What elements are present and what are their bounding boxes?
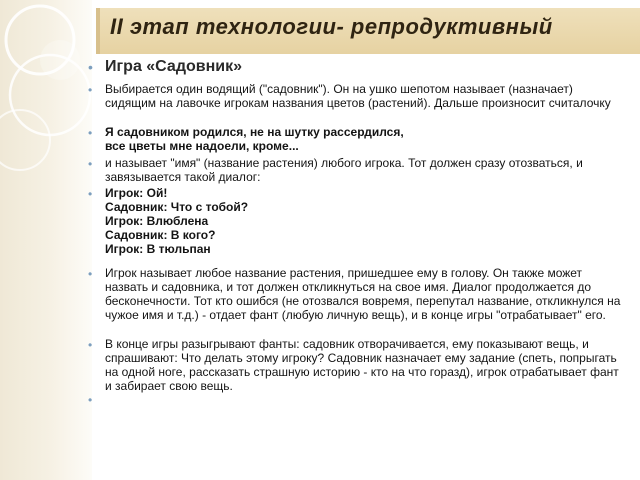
paragraph-call: и называет "имя" (название растения) любого игрока. Тот должен сразу отозваться, и завязывается такой диалог: (105, 156, 583, 184)
dialog-line: Игрок: Влюблена (105, 214, 209, 228)
paragraph-forfeits: В конце игры разыгрывают фанты: садовник отворачивается, ему показывают вещь, и спрашивают: Что делать этому игроку? Садовник назначает ему задание (спеть, попрыгать на одной ноге, рассказать страшную историю - кто на что горазд), игрок отрабатывает фант и забирает свою вещь. (105, 337, 619, 393)
rhyme-line: Я садовником родился, не на шутку рассердился, (105, 125, 404, 139)
counting-rhyme (105, 125, 623, 153)
bullet-icon: • (88, 393, 93, 407)
dialog-line: Игрок: Ой! (105, 186, 168, 200)
decorative-circles (0, 0, 92, 480)
bullet-icon: • (88, 157, 93, 171)
paragraph-rules: Игрок называет любое название растения, пришедшее ему в голову. Он также может назвать и садовника, и тот должен откликнуться на свое имя. Диалог продолжается до бесконечности. Тот кто ошибся (не отозвался вовремя, перепутал название, откликнулся на чужое имя и т.д.) - отдает фант (любую личную вещь), и в конце игры "отрабатывает" его. (105, 266, 621, 322)
bullet-icon: • (88, 59, 93, 75)
paragraph-intro: Выбирается один водящий ("садовник"). Он на ушко шепотом называет (назначает) сидящим на лавочке игрокам названия цветов (растений). Дальше произносит считалочку (105, 82, 611, 110)
dialog-line: Садовник: Что с тобой? (105, 200, 249, 214)
bullet-icon: • (88, 126, 93, 140)
title-accent-bar (96, 8, 100, 54)
dialog-block (105, 186, 623, 256)
bullet-icon: • (88, 267, 93, 281)
bullet-icon: • (88, 338, 93, 352)
rhyme-line: все цветы мне надоели, кроме... (105, 139, 299, 153)
dialog-line: Игрок: В тюльпан (105, 242, 211, 256)
bullet-icon: • (88, 187, 93, 201)
game-heading: Игра «Садовник» (105, 58, 242, 75)
slide-title: II этап технологии- репродуктивный (110, 14, 553, 39)
decorative-background (0, 0, 92, 480)
dialog-line: Садовник: В кого? (105, 228, 216, 242)
bullet-icon: • (88, 83, 93, 97)
